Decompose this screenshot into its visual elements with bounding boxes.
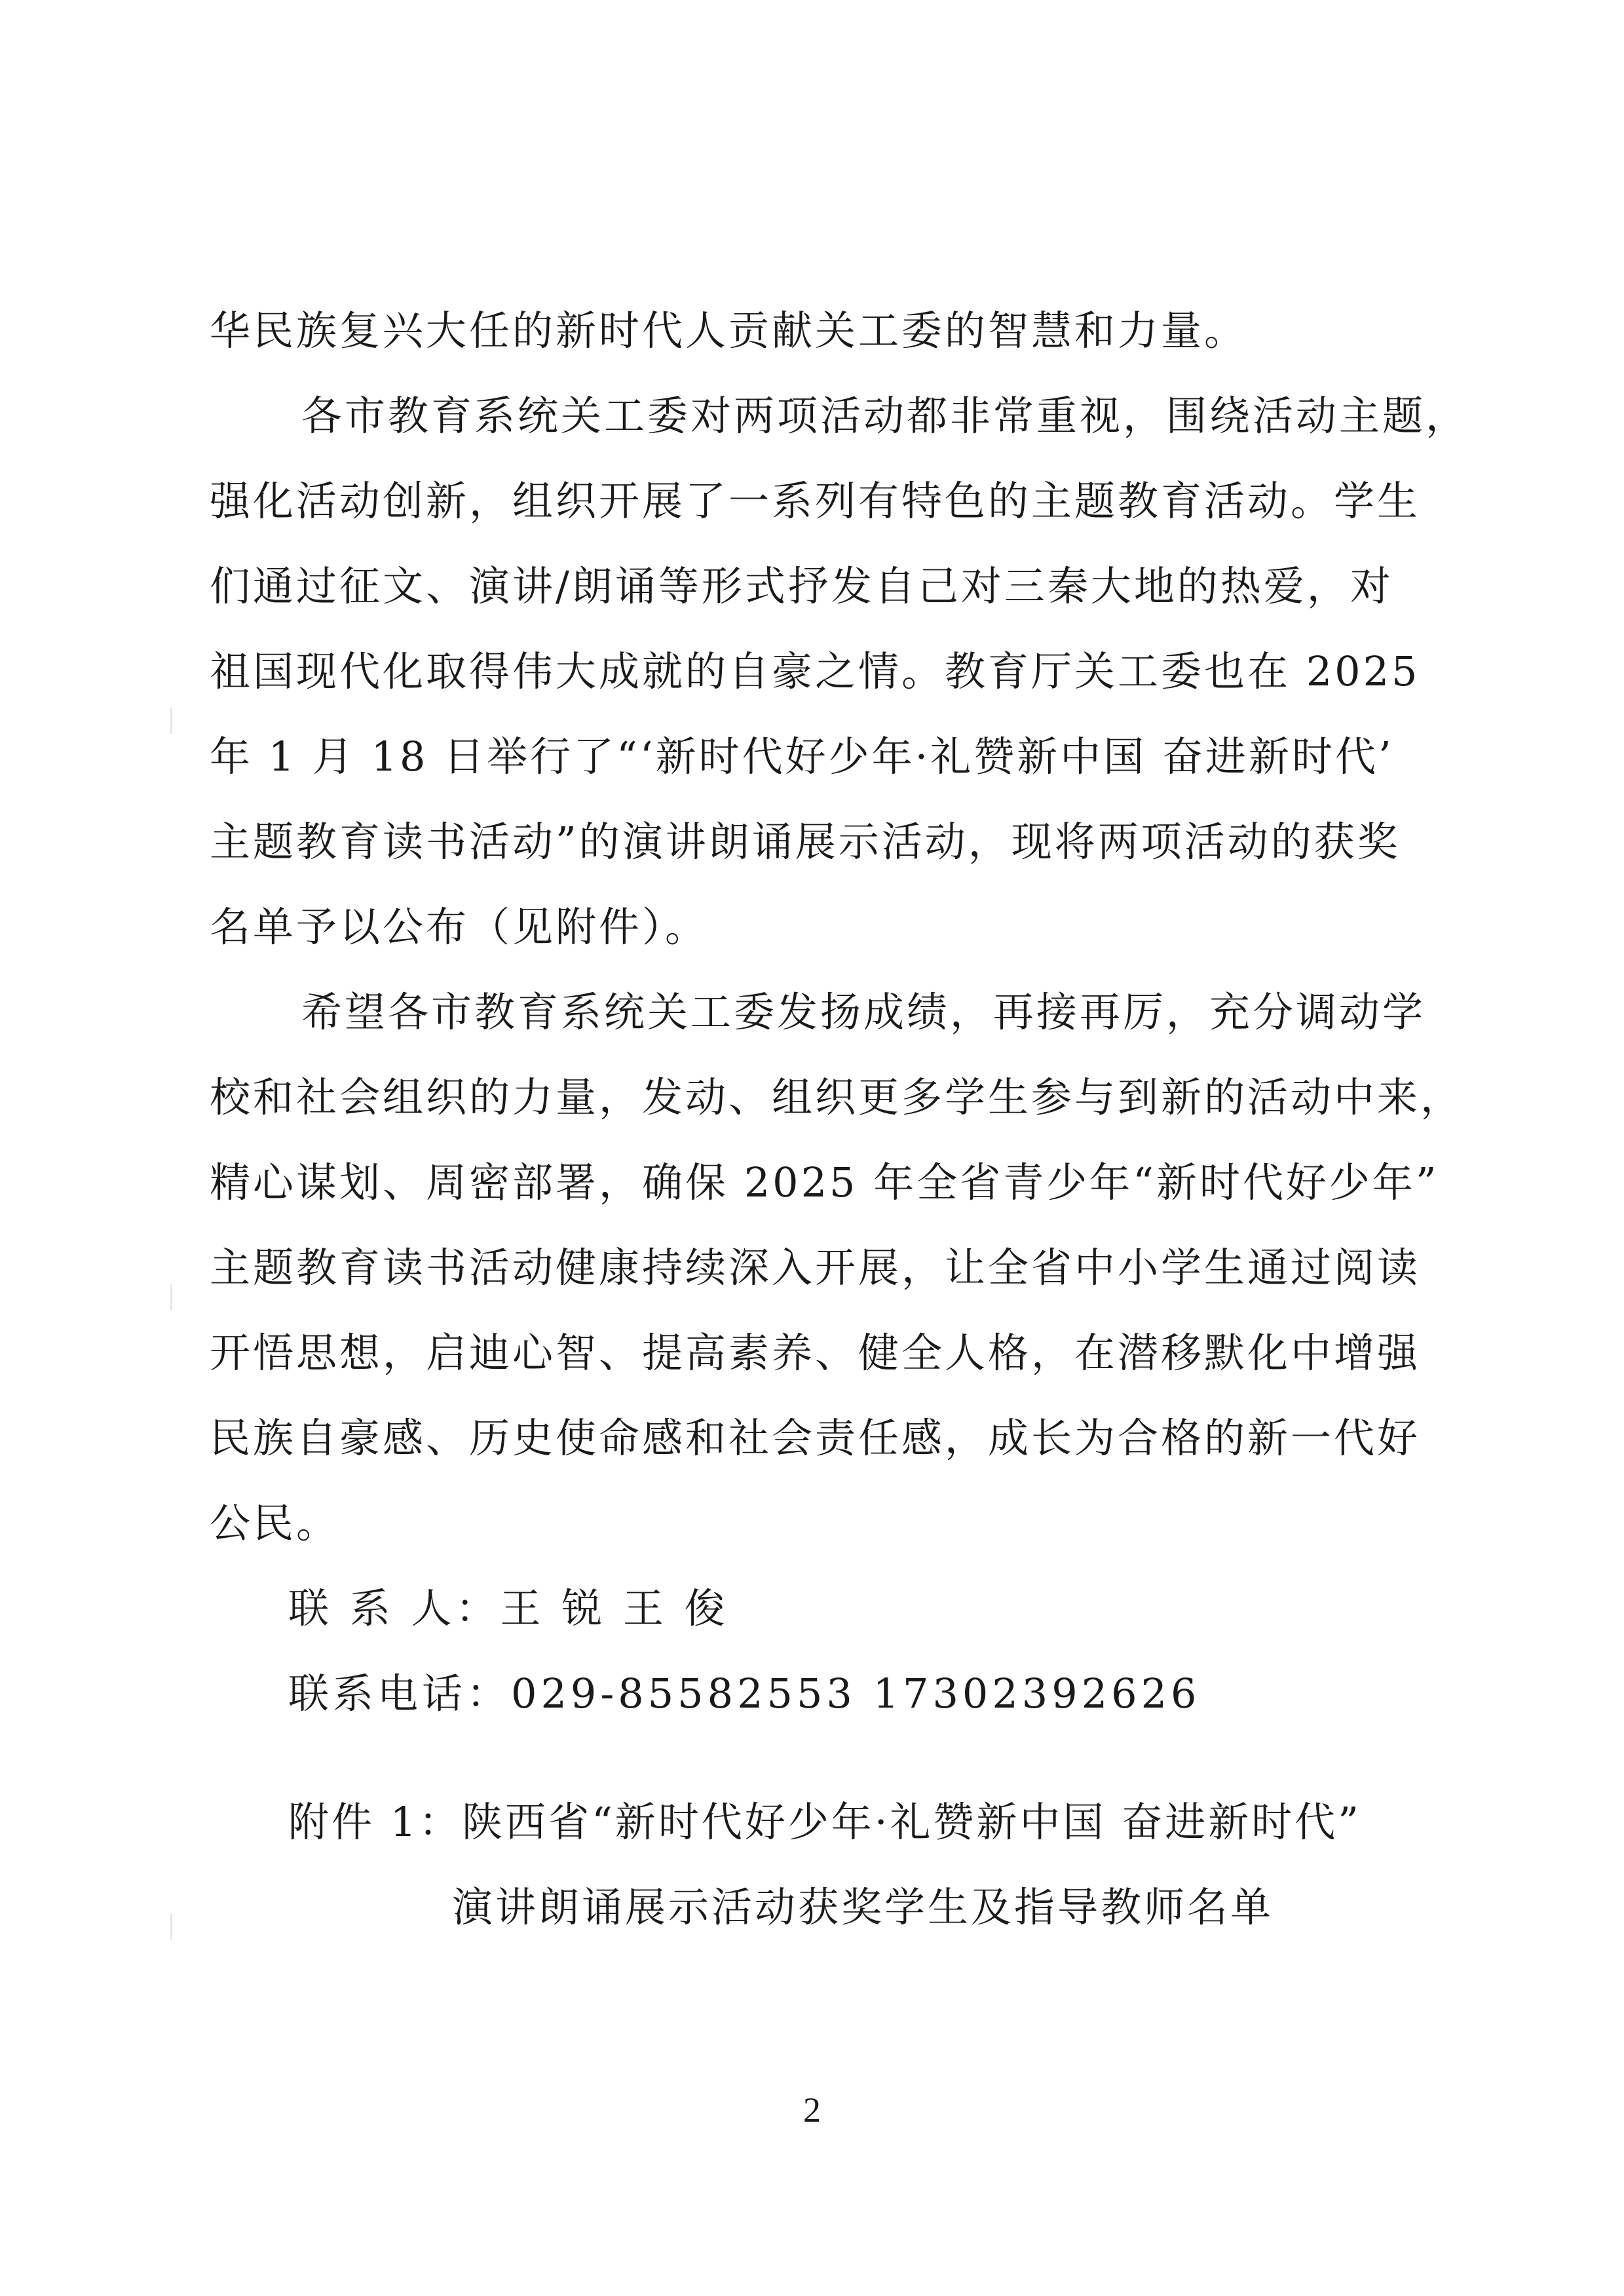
body-line: 年 1 月 18 日举行了“‘新时代好少年·礼赞新中国 奋进新时代’: [210, 733, 1394, 780]
body-line: 们通过征文、演讲/朗诵等形式抒发自己对三秦大地的热爱，对: [210, 562, 1393, 610]
page-number: 2: [803, 2090, 821, 2130]
body-line: 希望各市教育系统关工委发扬成绩，再接再厉，充分调动学: [301, 988, 1426, 1036]
body-line: 民族自豪感、历史使命感和社会责任感，成长为合格的新一代好: [210, 1414, 1421, 1462]
body-line: 华民族复兴大任的新时代人贡献关工委的智慧和力量。: [210, 307, 1248, 354]
annex-title-line-2: 演讲朗诵展示活动获奖学生及指导教师名单: [452, 1883, 1274, 1931]
annex-title-line-1: 附件 1：陕西省“新时代好少年·礼赞新中国 奋进新时代”: [288, 1798, 1361, 1846]
body-line: 主题教育读书活动健康持续深入开展，让全省中小学生通过阅读: [210, 1244, 1421, 1292]
body-line: 校和社会组织的力量，发动、组织更多学生参与到新的活动中来，: [210, 1073, 1464, 1121]
contact-phone: 联系电话：029-85582553 17302392626: [288, 1670, 1201, 1717]
scan-artifact: [170, 708, 172, 734]
body-line: 精心谋划、周密部署，确保 2025 年全省青少年“新时代好少年”: [210, 1158, 1439, 1206]
scan-artifact: [170, 1913, 172, 1940]
body-line: 强化活动创新，组织开展了一系列有特色的主题教育活动。学生: [210, 477, 1421, 525]
body-line: 主题教育读书活动”的演讲朗诵展示活动，现将两项活动的获奖: [210, 818, 1401, 866]
body-line: 祖国现代化取得伟大成就的自豪之情。教育厅关工委也在 2025: [210, 647, 1420, 695]
body-line: 各市教育系统关工委对两项活动都非常重视，围绕活动主题，: [301, 392, 1469, 440]
scan-artifact: [170, 1284, 172, 1311]
body-line: 公民。: [210, 1499, 340, 1547]
body-line: 开悟思想，启迪心智、提高素养、健全人格，在潜移默化中增强: [210, 1329, 1421, 1377]
body-line: 名单予以公布（见附件）。: [210, 903, 709, 951]
contact-person: 联 系 人：王 锐 王 俊: [288, 1584, 729, 1632]
